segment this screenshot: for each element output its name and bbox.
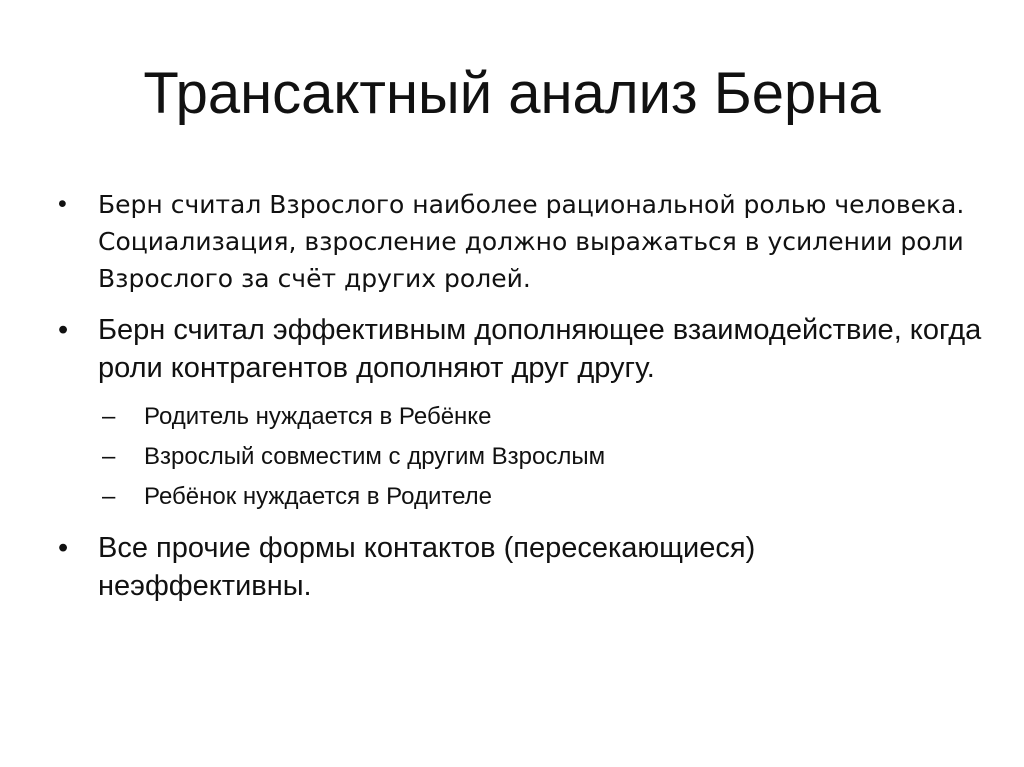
slide-content (58, 186, 982, 615)
sub-bullet-item (98, 397, 978, 437)
sub-bullet-item (98, 437, 978, 477)
bullet-text: Берн считал эффективным дополняющее взаимодействие, когда роли контрагентов дополняют друг другу. (98, 314, 982, 384)
sub-bullet-text: Родитель нуждается в Ребёнке (144, 403, 492, 430)
bullet-item (58, 311, 988, 387)
bullet-marker: • (58, 190, 67, 218)
sub-bullet-text: Взрослый совместим с другим Взрослым (144, 443, 606, 470)
sub-bullet-item (98, 477, 978, 517)
bullet-item (58, 529, 958, 605)
bullet-item (58, 186, 978, 297)
slide-title: Трансактный анализ Берна (143, 61, 881, 126)
sub-bullet-list (98, 397, 978, 517)
bullet-text: Берн считал Взрослого наиболее рациональной ролью человека. Социализация, взросление должно выражаться в усилении роли Взрослого за счёт других ролей. (98, 190, 965, 293)
bullet-marker: • (58, 314, 69, 346)
bullet-marker: • (58, 532, 69, 564)
bullet-text: Все прочие формы контактов (пересекающиеся) неэффективны. (98, 532, 756, 602)
sub-bullet-marker: – (102, 443, 116, 470)
sub-bullet-text: Ребёнок нуждается в Родителе (144, 483, 492, 510)
sub-bullet-marker: – (102, 483, 116, 510)
sub-bullet-marker: – (102, 403, 116, 430)
